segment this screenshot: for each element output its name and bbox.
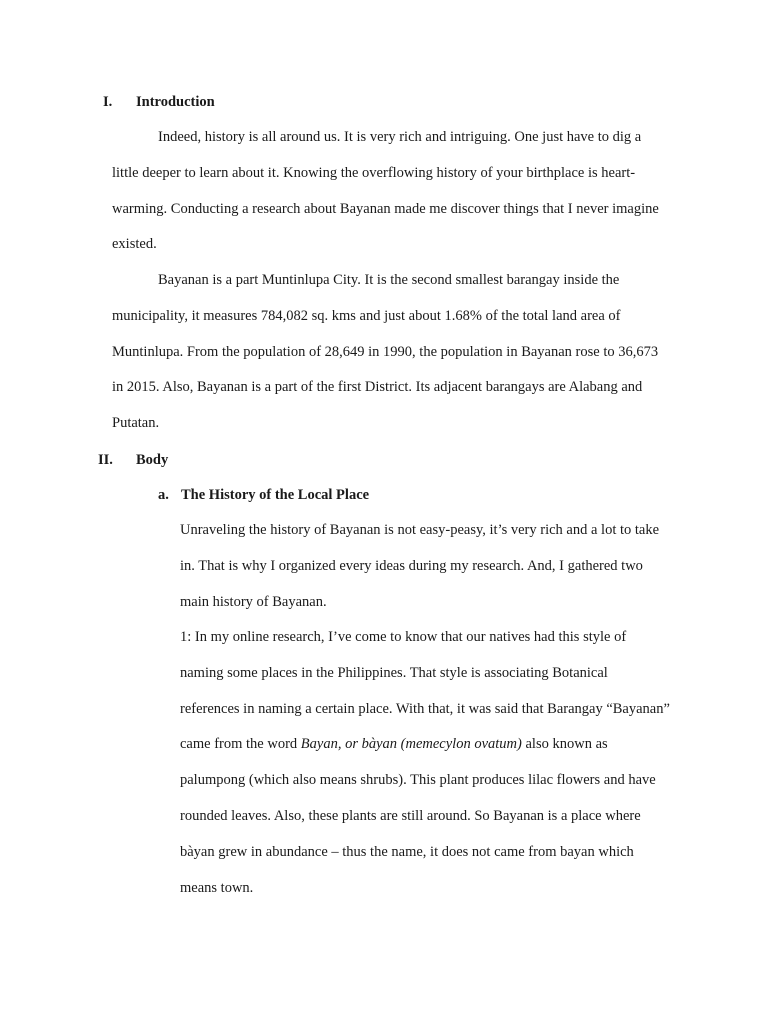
paragraph-text-start: 1: In my online research, I’ve come to know that our natives had this style of naming some places in the Philippines. That style is associating Botanical references in naming a certain place. With that, it was said that Barangay “Bayanan” came from the word (180, 629, 670, 753)
body-paragraph-1 (180, 513, 670, 620)
paragraph-text: Indeed, history is all around us. It is very rich and intriguing. One just have to dig a little deeper to learn about it. Knowing the overflowing history of your birthplace is heart-warming. Conducting a research about Bayanan made me discover things that I never imagine existed. (112, 129, 659, 253)
body-paragraph-2 (180, 620, 670, 906)
paragraph-text: Unraveling the history of Bayanan is not easy-peasy, it’s very rich and a lot to take in. That is why I organized every ideas during my research. And, I gathered two main history of Bayanan. (180, 522, 660, 610)
section-number: I. (103, 94, 113, 110)
subsection-letter: a. (158, 487, 169, 503)
section-heading-introduction (103, 94, 303, 114)
section-title: Introduction (136, 94, 215, 110)
section-title: Body (136, 452, 169, 468)
section-number: II. (98, 452, 113, 468)
intro-paragraph-1 (112, 120, 664, 263)
intro-paragraph-2 (112, 263, 664, 442)
subsection-heading (158, 487, 458, 507)
subsection-title: The History of the Local Place (181, 487, 370, 503)
paragraph-text-end: also known as palumpong (which also means shrubs). This plant produces lilac flowers and have rounded leaves. Also, these plants are still around. So Bayanan is a place where bàyan grew in abundance – thus the name, it does not came from bayan which means town. (180, 736, 656, 896)
section-heading-body (98, 452, 298, 472)
plant-name-italic: Bayan, or bàyan (memecylon ovatum) (300, 736, 522, 753)
paragraph-text: Bayanan is a part Muntinlupa City. It is the second smallest barangay inside the municipality, it measures 784,082 sq. kms and just about 1.68% of the total land area of Muntinlupa. From the population of 28,649 in 1990, the population in Bayanan rose to 36,673 in 2015. Also, Bayanan is a part of the first District. Its adjacent barangays are Alabang and Putatan. (112, 272, 659, 432)
